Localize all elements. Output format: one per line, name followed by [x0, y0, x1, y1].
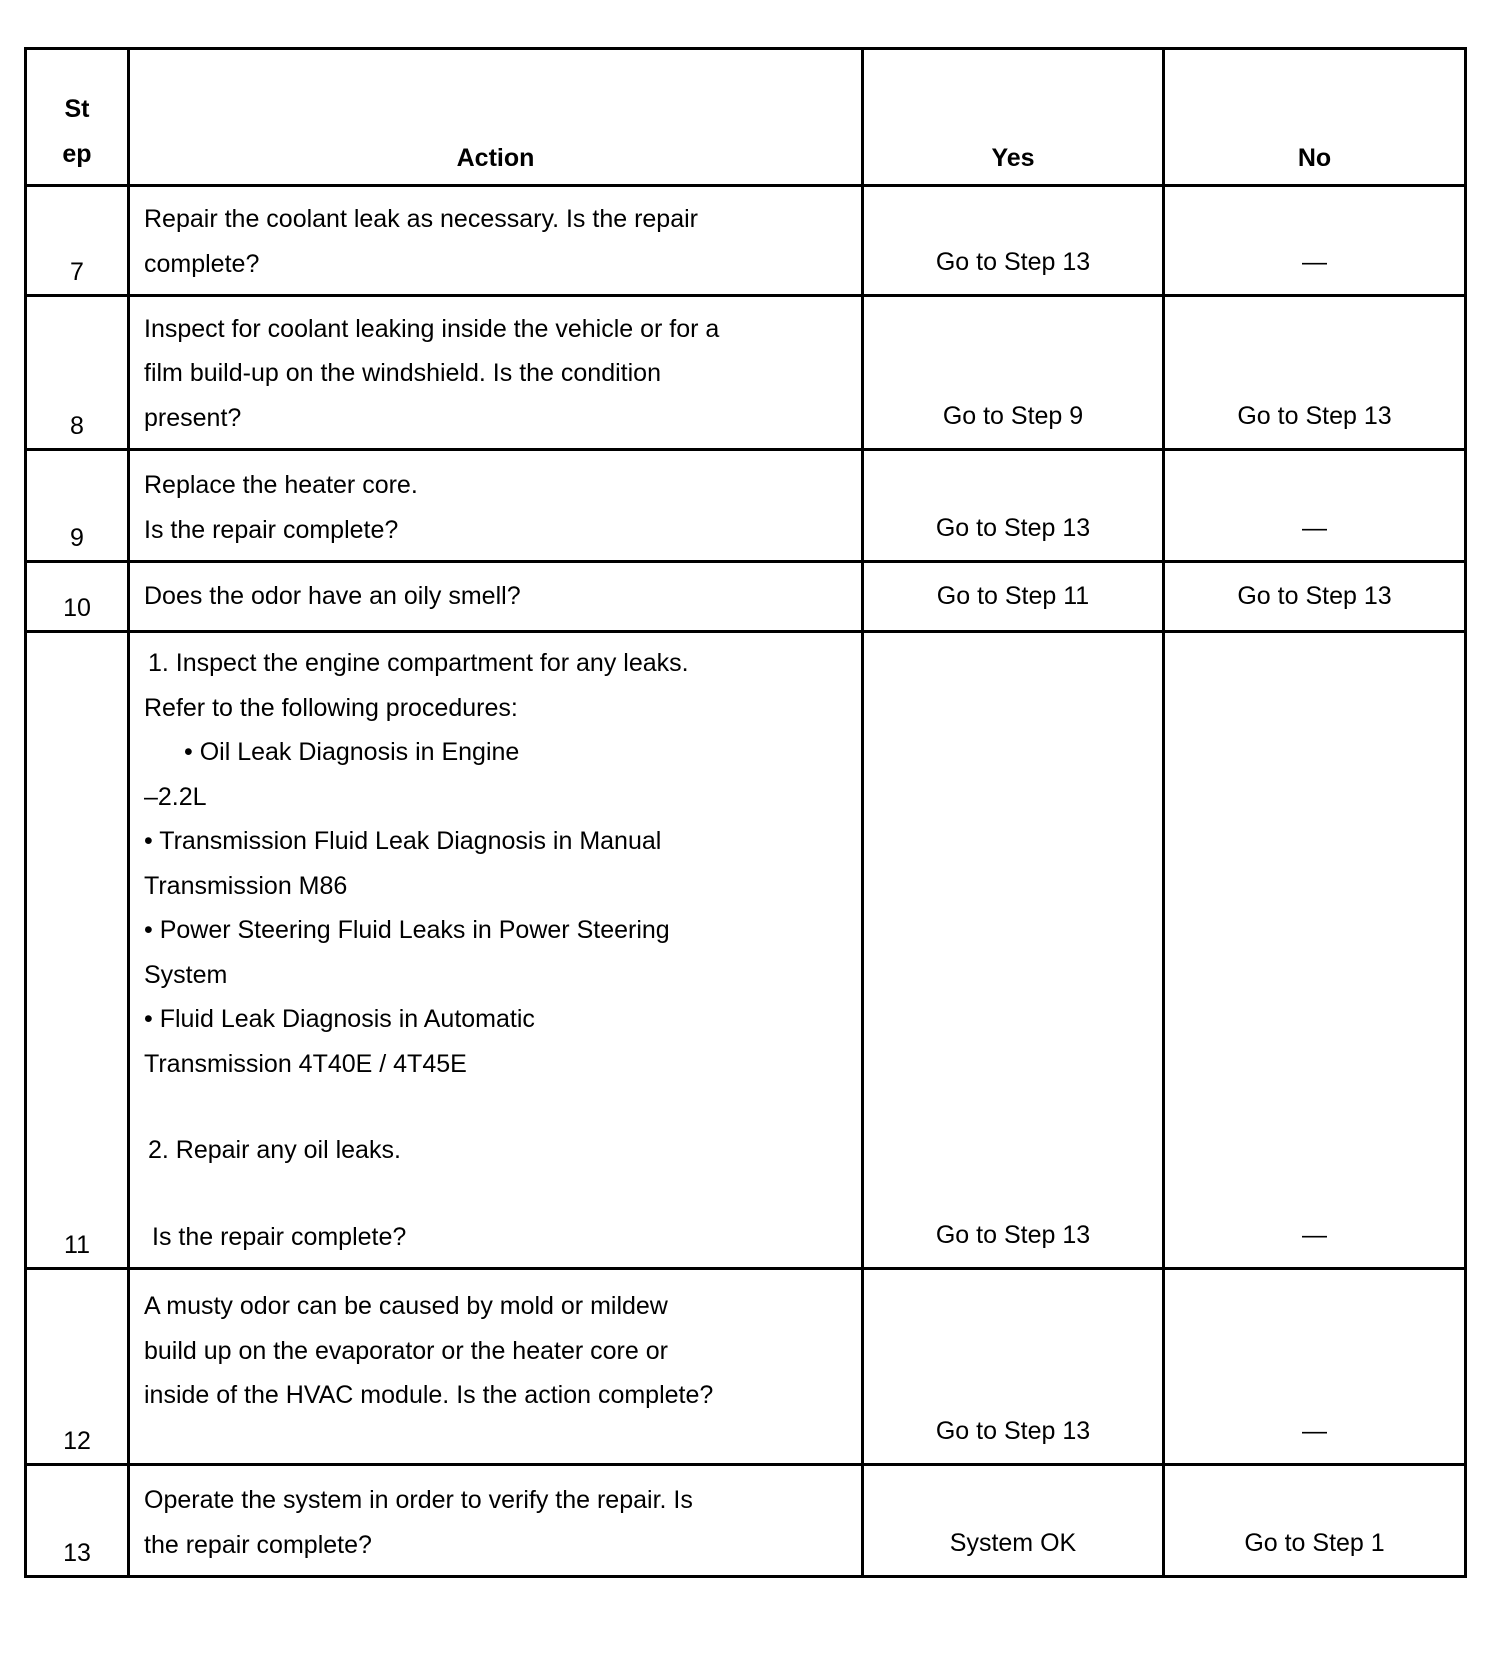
action-line: System	[144, 960, 228, 989]
no-result: Go to Step 13	[1164, 562, 1466, 632]
action-line: • Fluid Leak Diagnosis in Automatic	[144, 1005, 535, 1033]
action-text	[129, 562, 863, 632]
spacer	[144, 1173, 851, 1215]
action-line: –2.2L	[144, 782, 207, 811]
yes-result: Go to Step 13	[863, 1269, 1164, 1465]
action-line: the repair complete?	[144, 1530, 372, 1559]
table-row-step-12	[26, 1269, 1466, 1465]
action-line: Operate the system in order to verify the repair. Is	[144, 1486, 693, 1514]
action-line: Transmission M86	[144, 871, 348, 900]
action-line: inside of the HVAC module. Is the action complete?	[144, 1381, 714, 1409]
action-text	[129, 186, 863, 296]
diagnostic-table	[24, 47, 1467, 1578]
action-line: present?	[144, 403, 242, 432]
table-row-step-9	[26, 450, 1466, 562]
action-line: build up on the evaporator or the heater core or	[144, 1336, 668, 1365]
action-line: A musty odor can be caused by mold or mildew	[144, 1292, 668, 1320]
yes-result: Go to Step 9	[863, 296, 1164, 450]
header-row	[26, 49, 1466, 186]
action-text	[129, 1465, 863, 1577]
no-result: —	[1164, 186, 1466, 296]
action-line: Transmission 4T40E / 4T45E	[144, 1049, 467, 1078]
action-line: 1. Inspect the engine compartment for any leaks.	[148, 649, 689, 677]
action-line: • Transmission Fluid Leak Diagnosis in Manual	[144, 827, 662, 855]
table-row-step-11	[26, 632, 1466, 1269]
action-text	[129, 632, 863, 1269]
action-line: Does the odor have an oily smell?	[144, 582, 521, 611]
no-result: —	[1164, 632, 1466, 1269]
table-row-step-13	[26, 1465, 1466, 1577]
yes-result: Go to Step 13	[863, 450, 1164, 562]
action-line: Refer to the following procedures:	[144, 693, 518, 722]
spacer	[144, 1086, 851, 1128]
step-number: 7	[26, 186, 129, 296]
step-number: 12	[26, 1269, 129, 1465]
no-result: —	[1164, 1269, 1466, 1465]
yes-result: Go to Step 13	[863, 186, 1164, 296]
no-result: Go to Step 1	[1164, 1465, 1466, 1577]
action-line: • Power Steering Fluid Leaks in Power Steering	[144, 916, 670, 944]
yes-result: Go to Step 11	[863, 562, 1164, 632]
action-line: • Oil Leak Diagnosis in Engine	[184, 738, 520, 766]
step-number: 11	[26, 632, 129, 1269]
yes-result: System OK	[863, 1465, 1164, 1577]
action-line: 2. Repair any oil leaks.	[148, 1136, 401, 1164]
action-line: Replace the heater core.	[144, 471, 418, 499]
yes-result: Go to Step 13	[863, 632, 1164, 1269]
action-line: Inspect for coolant leaking inside the vehicle or for a	[144, 314, 720, 343]
no-result: Go to Step 13	[1164, 296, 1466, 450]
header-step: St ep	[26, 49, 129, 186]
header-no: No	[1164, 49, 1466, 186]
header-action: Action	[129, 49, 863, 186]
step-number: 13	[26, 1465, 129, 1577]
no-result: —	[1164, 450, 1466, 562]
header-yes: Yes	[863, 49, 1164, 186]
action-line: Is the repair complete?	[144, 515, 399, 544]
action-text	[129, 450, 863, 562]
table-row-step-10	[26, 562, 1466, 632]
action-line: film build-up on the windshield. Is the condition	[144, 359, 661, 387]
action-text	[129, 1269, 863, 1465]
action-text	[129, 296, 863, 450]
step-number: 8	[26, 296, 129, 450]
action-line: complete?	[144, 249, 260, 278]
table-row-step-8	[26, 296, 1466, 450]
action-line: Is the repair complete?	[152, 1222, 407, 1251]
action-line: Repair the coolant leak as necessary. Is the repair	[144, 205, 698, 233]
table-row-step-7	[26, 186, 1466, 296]
step-number: 10	[26, 562, 129, 632]
step-number: 9	[26, 450, 129, 562]
